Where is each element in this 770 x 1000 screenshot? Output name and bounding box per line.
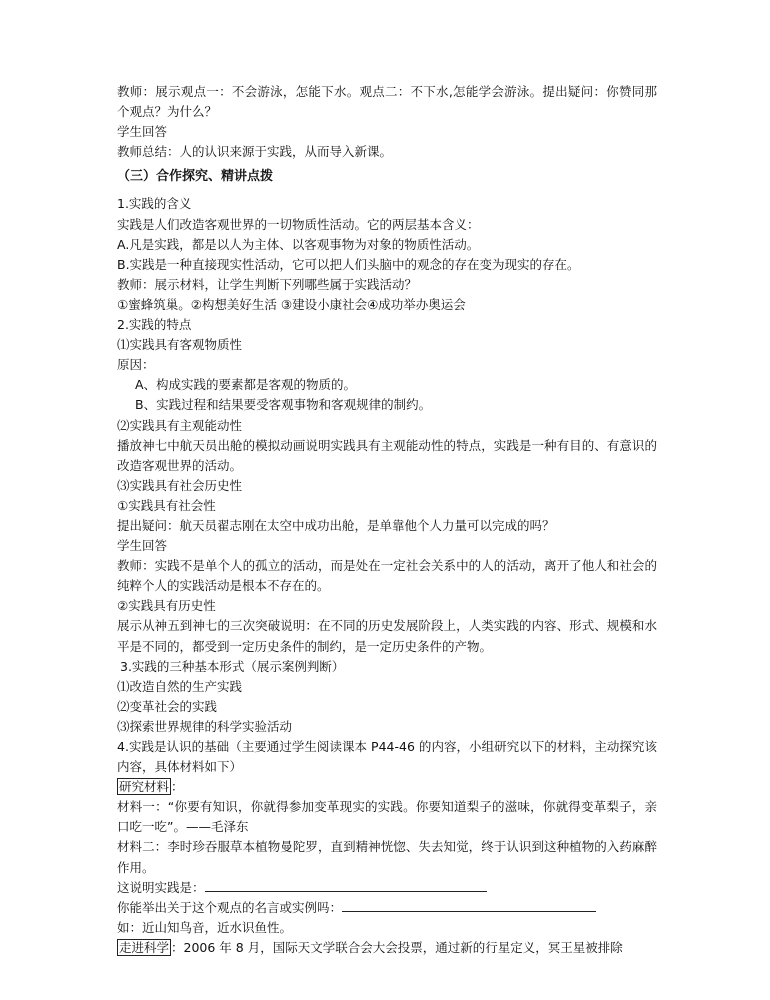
- part2-reason-label: 原因：: [117, 357, 155, 373]
- answer-blank-2[interactable]: [342, 898, 596, 912]
- teacher-summary-line: 教师总结：人的认识来源于实践，从而导入新课。: [117, 144, 393, 160]
- part2-point2: ⑵实践具有主观能动性: [117, 417, 243, 433]
- part2-sub1-teacher: 教师：实践不是单个人的孤立的活动，而是处在一定社会关系中的人的活动，离开了他人和社会的纯粹个人的实践活动是根本不存在的。: [117, 558, 657, 594]
- part2-sub2-text: 展示从神五到神七的三次突破说明：在不同的历史发展阶段上，人类实践的内容、形式、规模和水平是不同的，都受到一定历史条件的制约，是一定历史条件的产物。: [117, 618, 657, 654]
- science-text: ：2006 年 8 月，国际天文学联合会大会投票，通过新的行星定义，冥王星被排除: [171, 939, 623, 955]
- part2-sub1-answer: 学生回答: [117, 538, 168, 554]
- part3-form3: ⑶探索世界规律的科学实验活动: [117, 718, 293, 734]
- example-line: 如：近山知鸟音，近水识鱼性。: [117, 919, 293, 935]
- part1-definition: 实践是人们改造客观世界的一切物质性活动。它的两层基本含义：: [117, 216, 480, 232]
- part2-sub1: ①实践具有社会性: [117, 497, 216, 513]
- document-page: [117, 82, 657, 958]
- question-quote: [117, 898, 657, 918]
- part2-reason-b: B、实践过程和结果要受客观事物和客观规律的制约。: [135, 397, 432, 413]
- question-practice-label: 这说明实践是：: [117, 879, 205, 895]
- material-two: 材料二：李时珍吞服草本植物曼陀罗，直到精神恍惚、失去知觉，终于认识到这种植物的入药麻醉作用。: [117, 839, 657, 875]
- part3-title: 3.实践的三种基本形式（展示案例判断）: [120, 658, 345, 674]
- answer-blank-1[interactable]: [205, 878, 487, 892]
- question-quote-label: 你能举出关于这个观点的名言或实例吗：: [117, 899, 343, 915]
- part2-title: 2.实践的特点: [117, 317, 192, 333]
- part1-meaning-b: B.实践是一种直接现实性活动，它可以把人们头脑中的观念的存在变为现实的存在。: [117, 256, 580, 272]
- part1-teacher-line: 教师：展示材料，让学生判断下列哪些属于实践活动？: [117, 276, 418, 292]
- material-one: 材料一：“你要有知识，你就得参加变革现实的实践。你要知道梨子的滋味，你就得变革梨子，亲口吃一吃”。——毛泽东: [117, 799, 657, 835]
- research-material-colon: ：: [171, 779, 184, 795]
- part3-form2: ⑵变革社会的实践: [117, 698, 218, 714]
- part1-title: 1.实践的含义: [117, 196, 192, 212]
- part2-point3: ⑶实践具有社会历史性: [117, 477, 243, 493]
- research-material-box: 研究材料: [119, 779, 170, 795]
- part2-sub1-question: 提出疑问：航天员翟志刚在太空中成功出舱，是单靠他个人力量可以完成的吗？: [117, 517, 555, 533]
- part4-title: 4.实践是认识的基础（主要通过学生阅读课本 P44-46 的内容，小组研究以下的材料，主动探究该内容，具体材料如下）: [117, 739, 657, 775]
- student-answer-line: 学生回答: [117, 124, 168, 140]
- science-line: [117, 938, 657, 958]
- part1-options: ①蜜蜂筑巢。②构想美好生活 ③建设小康社会④成功举办奥运会: [117, 296, 466, 312]
- part2-point1: ⑴实践具有客观物质性: [117, 337, 243, 353]
- part2-sub2: ②实践具有历史性: [117, 598, 216, 614]
- teacher-show-paragraph: 教师：展示观点一：不会游泳，怎能下水。观点二：不下水,怎能学会游泳。提出疑问：你赞同那个观点？为什么？: [117, 84, 657, 120]
- part1-meaning-a: A.凡是实践，都是以人为主体、以客观事物为对象的物质性活动。: [117, 236, 480, 252]
- part2-point2-text: 播放神七中航天员出舱的模拟动画说明实践具有主观能动性的特点，实践是一种有目的、有意识的改造客观世界的活动。: [117, 437, 657, 473]
- science-box: 走进科学: [119, 939, 170, 955]
- section-heading: （三）合作探究、精讲点拨: [117, 169, 274, 185]
- part3-form1: ⑴改造自然的生产实践: [117, 678, 243, 694]
- part2-reason-a: A、构成实践的要素都是客观的物质的。: [135, 377, 357, 393]
- question-practice-is: [117, 878, 657, 898]
- research-material-line: [117, 777, 657, 797]
